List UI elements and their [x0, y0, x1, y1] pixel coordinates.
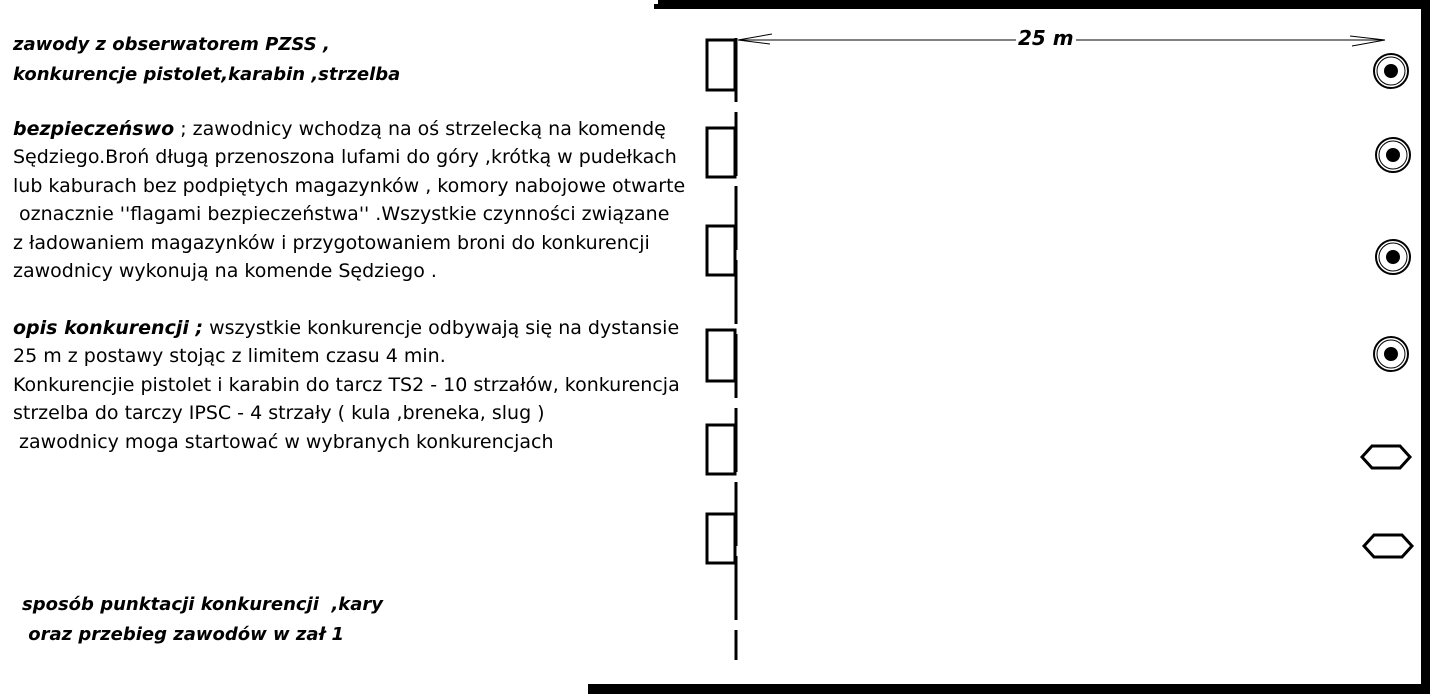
safety-line-1: ; zawodnicy wchodzą na oś strzelecką na komendę	[174, 118, 666, 140]
frame-bottom-bar	[588, 684, 1430, 694]
title-line-1: zawody z obserwatorem PZSS ,	[13, 34, 330, 55]
shooting-station-6	[707, 514, 735, 563]
round-target-icon	[1376, 138, 1410, 172]
round-target-icon	[1374, 337, 1408, 371]
frame-top-bar	[654, 0, 1430, 9]
shooting-station-1	[707, 40, 735, 90]
ipsc-target-icon	[1364, 535, 1412, 557]
safety-line-5: z ładowaniem magazynków i przygotowaniem broni do konkurencji	[13, 231, 650, 254]
footer-line-1: sposób punktacji konkurencji ,kary	[22, 594, 384, 615]
description-line-3: Konkurencjie pistolet i karabin do tarcz TS2 - 10 strzałów, konkurencja	[13, 373, 680, 396]
safety-line-3: lub kaburach bez podpiętych magazynków , komory nabojowe otwarte	[13, 174, 686, 197]
safety-line-6: zawodnicy wykonują na komende Sędziego .	[13, 260, 437, 283]
description-line-5: zawodnicy moga startować w wybranych konkurencjach	[13, 430, 554, 453]
safety-line-4: oznacznie ''flagami bezpieczeństwa'' .Wszystkie czynności związane	[13, 203, 670, 226]
safety-line-2: Sędziego.Broń długą przenoszona lufami do góry ,krótką w pudełkach	[13, 146, 677, 169]
description-line-4: strzelba do tarczy IPSC - 4 strzały ( kula ,breneka, slug )	[13, 402, 545, 425]
shooting-station-4	[707, 330, 735, 381]
round-target-icon	[1374, 54, 1408, 88]
safety-heading: bezpieczeńswo	[13, 118, 175, 140]
round-target-icon	[1376, 240, 1410, 274]
description-line-1: wszystkie konkurencje odbywają się na dystansie	[203, 317, 680, 339]
shooting-station-3	[707, 226, 735, 275]
ipsc-target-icon	[1362, 446, 1410, 468]
arrow-left-head-icon	[738, 34, 772, 44]
shooting-station-2	[707, 128, 735, 177]
distance-label: 25 m	[1018, 26, 1074, 50]
description-line-2: 25 m z postawy stojąc z limitem czasu 4 min.	[13, 345, 446, 368]
shooting-station-5	[707, 425, 735, 474]
title-line-2: konkurencje pistolet,karabin ,strzelba	[13, 64, 401, 85]
frame-right-bar	[1421, 0, 1430, 694]
description-heading: opis konkurencji ;	[13, 317, 204, 339]
arrow-right-head-icon	[1350, 36, 1385, 46]
footer-line-2: oraz przebieg zawodów w zał 1	[22, 624, 345, 645]
